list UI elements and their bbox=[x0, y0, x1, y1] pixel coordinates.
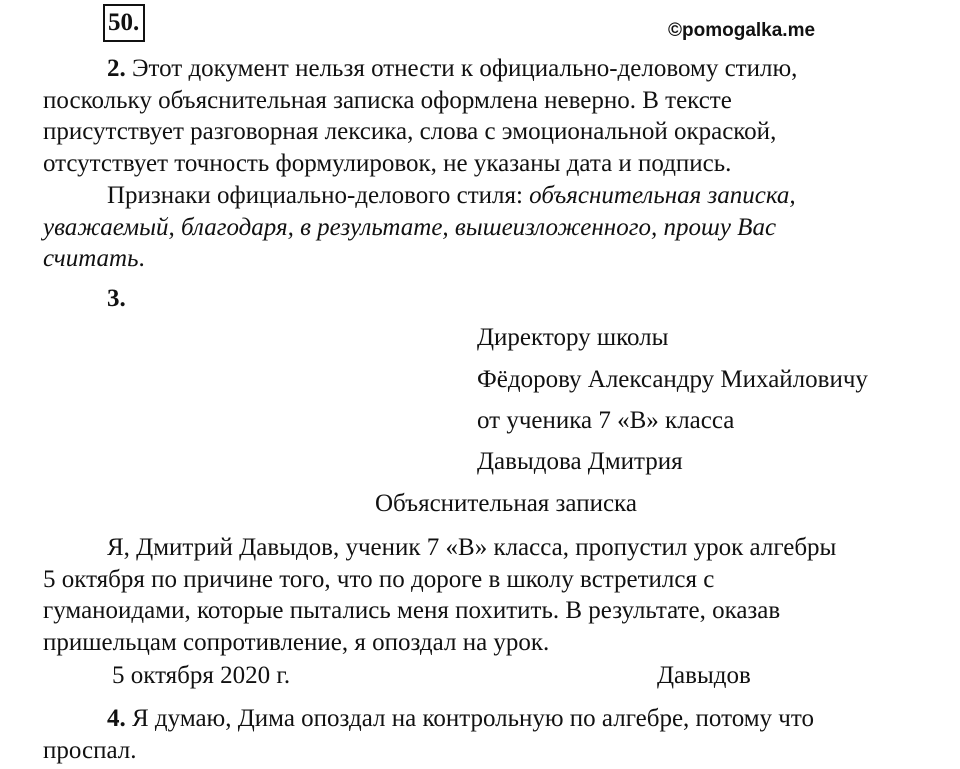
task2-paragraph bbox=[43, 53, 843, 179]
signs-intro: Признаки официально-делового стиля: bbox=[107, 182, 530, 209]
addressee-line: от ученика 7 «В» класса bbox=[477, 407, 735, 434]
note-body: Я, Дмитрий Давыдов, ученик 7 «В» класса, пропустил урок алгебры 5 октября по причине того, что по дороге в школу встретился с гуманоидами, которые пытались меня похитить. В результате, оказав пришельцам сопротивление, я опоздал на урок. bbox=[43, 534, 837, 656]
task2-signs-paragraph bbox=[43, 180, 843, 275]
task2-number: 2. bbox=[107, 55, 126, 82]
exercise-number: 50. bbox=[103, 4, 145, 42]
addressee-line: Давыдова Дмитрия bbox=[477, 448, 683, 475]
note-title: Объяснительная записка bbox=[375, 490, 637, 517]
note-date: 5 октября 2020 г. bbox=[112, 662, 291, 689]
watermark: ©pomogalka.me bbox=[668, 20, 816, 41]
signs-end: . bbox=[138, 245, 145, 272]
task4-paragraph bbox=[43, 703, 843, 766]
addressee-line: Фёдорову Александру Михайловичу bbox=[477, 366, 868, 393]
signs-list: объяснительная записка, уважаемый, благодаря, в результате, вышеизложенного, прошу Вас считать bbox=[43, 182, 796, 272]
task3-number: 3. bbox=[107, 285, 126, 312]
addressee-line: Директору школы bbox=[477, 324, 669, 351]
note-signature: Давыдов bbox=[657, 662, 751, 689]
task2-text: Этот документ нельзя отнести к официально-деловому стилю, поскольку объяснительная записка оформлена неверно. В тексте присутствует разговорная лексика, слова с эмоциональной окраской, отсутствует точность формулировок, не указаны дата и подпись. bbox=[43, 55, 798, 177]
task4-number: 4. bbox=[107, 705, 126, 732]
task4-text: Я думаю, Дима опоздал на контрольную по алгебре, потому что проспал. bbox=[43, 705, 814, 764]
